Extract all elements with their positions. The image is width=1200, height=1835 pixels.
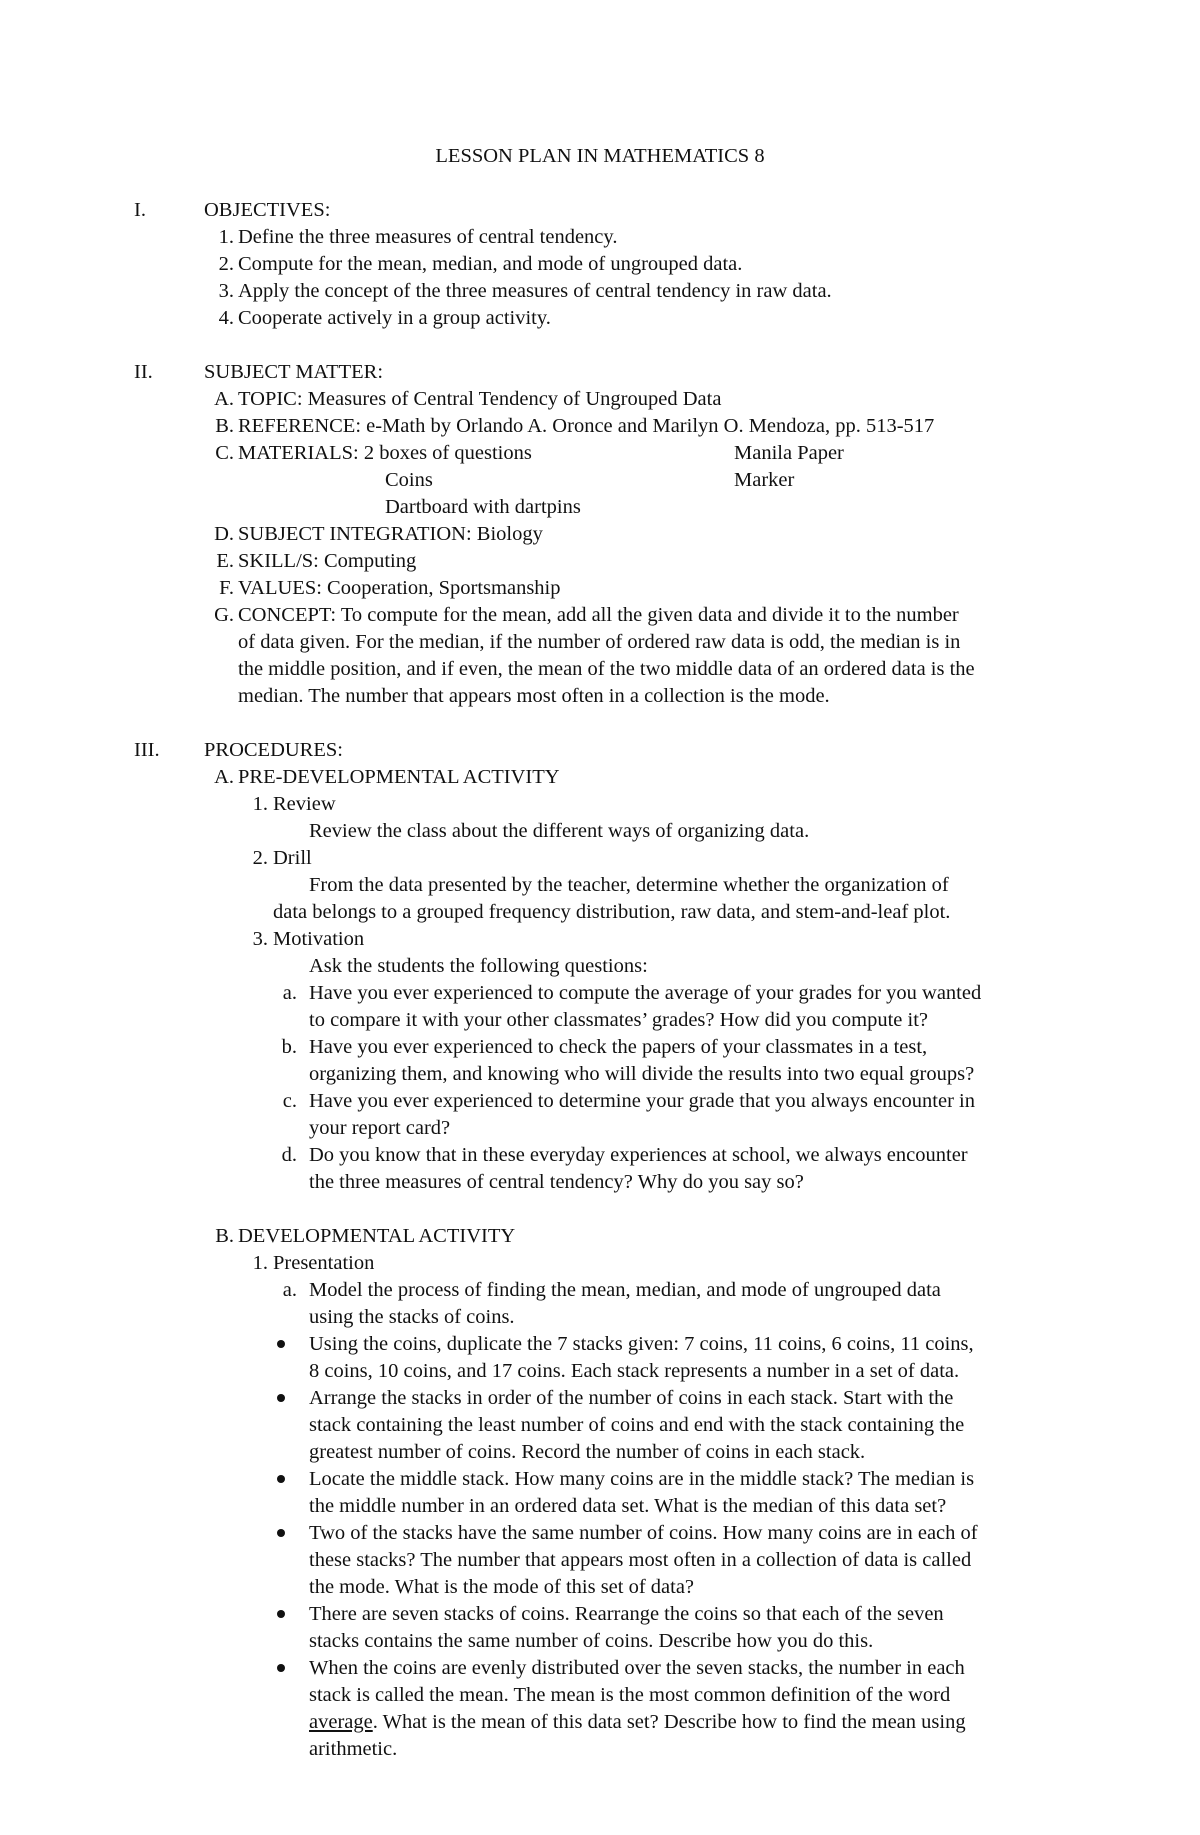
step-title-review: Review	[273, 793, 336, 815]
bullet-text: greatest number of coins. Record the number of coins in each stack.	[309, 1441, 866, 1463]
material-item: Manila Paper	[734, 442, 844, 464]
question-letter: d.	[281, 1144, 297, 1166]
bullet-text-rest: . What is the mean of this data set? Describe how to find the mean using	[372, 1711, 966, 1733]
bullet-text: these stacks? The number that appears most often in a collection of data is called	[309, 1549, 972, 1571]
material-item: Coins	[385, 469, 433, 491]
objective-number: 4.	[218, 307, 234, 329]
bullet-icon	[274, 1331, 288, 1345]
step-number: 3.	[252, 928, 268, 950]
step-number: 1.	[252, 793, 268, 815]
subject-values: VALUES: Cooperation, Sportsmanship	[238, 577, 561, 599]
drill-text: data belongs to a grouped frequency distribution, raw data, and stem-and-leaf plot.	[273, 901, 951, 923]
bullet-text: the mode. What is the mode of this set of data?	[309, 1576, 695, 1598]
pre-developmental-heading: PRE-DEVELOPMENTAL ACTIVITY	[238, 766, 560, 788]
step-number: 2.	[252, 847, 268, 869]
step-title-motivation: Motivation	[273, 928, 365, 950]
subject-topic: TOPIC: Measures of Central Tendency of Ungrouped Data	[238, 388, 722, 410]
motivation-intro: Ask the students the following questions:	[309, 955, 648, 977]
question-text: organizing them, and knowing who will divide the results into two equal groups?	[309, 1063, 975, 1085]
section-numeral-procedures: III.	[134, 739, 160, 761]
bullet-text: Locate the middle stack. How many coins are in the middle stack? The median is	[309, 1468, 975, 1490]
developmental-heading: DEVELOPMENTAL ACTIVITY	[238, 1225, 516, 1247]
bullet-icon	[274, 1655, 288, 1669]
question-text: Have you ever experienced to determine your grade that you always encounter in	[309, 1090, 975, 1112]
step-number: 1.	[252, 1252, 268, 1274]
bullet-text: stack is called the mean. The mean is the most common definition of the word	[309, 1684, 951, 1706]
presentation-text: Model the process of finding the mean, median, and mode of ungrouped data	[309, 1279, 941, 1301]
bullet-text: stacks contains the same number of coins. Describe how you do this.	[309, 1630, 874, 1652]
subject-reference: REFERENCE: e-Math by Orlando A. Oronce and Marilyn O. Mendoza, pp. 513-517	[238, 415, 935, 437]
bullet-icon	[274, 1601, 288, 1615]
drill-text: From the data presented by the teacher, determine whether the organization of	[309, 874, 949, 896]
bullet-text: stack containing the least number of coins and end with the stack containing the	[309, 1414, 965, 1436]
underlined-word: average	[309, 1711, 373, 1733]
subject-letter: E.	[216, 550, 234, 572]
bullet-text: 8 coins, 10 coins, and 17 coins. Each stack represents a number in a set of data.	[309, 1360, 960, 1382]
material-item: Marker	[734, 469, 795, 491]
review-text: Review the class about the different ways of organizing data.	[309, 820, 810, 842]
page-title: LESSON PLAN IN MATHEMATICS 8	[435, 145, 765, 167]
procedure-letter: B.	[215, 1225, 234, 1247]
bullet-text: arithmetic.	[309, 1738, 398, 1760]
bullet-icon	[274, 1520, 288, 1534]
concept-line: the middle position, and if even, the mean of the two middle data of an ordered data is the	[238, 658, 975, 680]
section-heading-subject-matter: SUBJECT MATTER:	[204, 361, 384, 383]
objective-number: 1.	[218, 226, 234, 248]
bullet-text: There are seven stacks of coins. Rearrange the coins so that each of the seven	[309, 1603, 944, 1625]
concept-line: median. The number that appears most often in a collection is the mode.	[238, 685, 830, 707]
bullet-text: When the coins are evenly distributed over the seven stacks, the number in each	[309, 1657, 965, 1679]
objective-number: 3.	[218, 280, 234, 302]
subject-letter: G.	[214, 604, 234, 626]
presentation-text: using the stacks of coins.	[309, 1306, 515, 1328]
bullet-text: the middle number in an ordered data set. What is the median of this data set?	[309, 1495, 947, 1517]
section-numeral-subject-matter: II.	[134, 361, 153, 383]
subject-letter: C.	[215, 442, 234, 464]
question-letter: b.	[281, 1036, 297, 1058]
subject-integration: SUBJECT INTEGRATION: Biology	[238, 523, 543, 545]
bullet-text: Two of the stacks have the same number of coins. How many coins are in each of	[309, 1522, 978, 1544]
presentation-letter: a.	[282, 1279, 297, 1301]
objective-item: Apply the concept of the three measures of central tendency in raw data.	[238, 280, 832, 302]
step-title-presentation: Presentation	[273, 1252, 375, 1274]
question-text: to compare it with your other classmates’ grades? How did you compute it?	[309, 1009, 929, 1031]
subject-materials: MATERIALS: 2 boxes of questions	[238, 442, 532, 464]
section-heading-objectives: OBJECTIVES:	[204, 199, 331, 221]
bullet-text: Using the coins, duplicate the 7 stacks given: 7 coins, 11 coins, 6 coins, 11 coins,	[309, 1333, 974, 1355]
bullet-icon	[274, 1466, 288, 1480]
section-numeral-objectives: I.	[134, 199, 146, 221]
objective-number: 2.	[218, 253, 234, 275]
subject-letter: D.	[214, 523, 234, 545]
question-text: your report card?	[309, 1117, 451, 1139]
section-heading-procedures: PROCEDURES:	[204, 739, 343, 761]
question-letter: a.	[282, 982, 297, 1004]
question-text: Have you ever experienced to check the papers of your classmates in a test,	[309, 1036, 928, 1058]
material-item: Dartboard with dartpins	[385, 496, 581, 518]
bullet-icon	[274, 1385, 288, 1399]
subject-letter: A.	[214, 388, 234, 410]
subject-skills: SKILL/S: Computing	[238, 550, 417, 572]
question-text: Do you know that in these everyday experiences at school, we always encounter	[309, 1144, 968, 1166]
procedure-letter: A.	[214, 766, 234, 788]
concept-line: of data given. For the median, if the number of ordered raw data is odd, the median is in	[238, 631, 961, 653]
subject-letter: F.	[219, 577, 234, 599]
objective-item: Cooperate actively in a group activity.	[238, 307, 551, 329]
bullet-text: Arrange the stacks in order of the number of coins in each stack. Start with the	[309, 1387, 954, 1409]
objective-item: Compute for the mean, median, and mode of ungrouped data.	[238, 253, 743, 275]
bullet-text-line	[309, 1709, 966, 1736]
concept-line: CONCEPT: To compute for the mean, add all the given data and divide it to the number	[238, 604, 959, 626]
step-title-drill: Drill	[273, 847, 312, 869]
question-letter: c.	[282, 1090, 297, 1112]
question-text: the three measures of central tendency? Why do you say so?	[309, 1171, 804, 1193]
question-text: Have you ever experienced to compute the average of your grades for you wanted	[309, 982, 982, 1004]
objective-item: Define the three measures of central tendency.	[238, 226, 618, 248]
subject-letter: B.	[215, 415, 234, 437]
